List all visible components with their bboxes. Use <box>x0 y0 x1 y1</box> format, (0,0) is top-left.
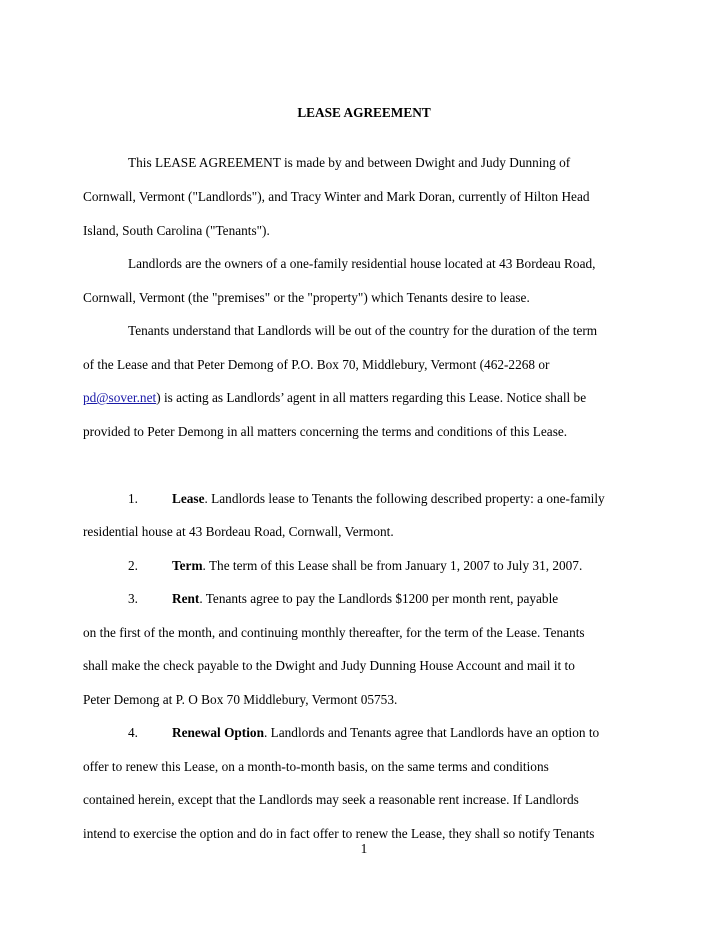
premises-line-2: Cornwall, Vermont (the "premises" or the "property") which Tenants desire to lease. <box>83 290 530 305</box>
agent-line-1: Tenants understand that Landlords will be out of the country for the duration of the term <box>128 323 598 338</box>
agent-line-3-text: ) is acting as Landlords’ agent in all matters regarding this Lease. Notice shall be <box>156 390 587 405</box>
section-4-cont-1: offer to renew this Lease, on a month-to-month basis, on the same terms and conditions <box>83 759 549 774</box>
section-1-number: 1. <box>128 491 138 506</box>
premises-line-1: Landlords are the owners of a one-family residential house located at 43 Bordeau Road, <box>128 256 596 271</box>
section-4-cont-2: contained herein, except that the Landlords may seek a reasonable rent increase. If Landlords <box>83 792 579 807</box>
intro-line-3: Island, South Carolina ("Tenants"). <box>83 223 270 238</box>
section-3-cont-1: on the first of the month, and continuing monthly thereafter, for the term of the Lease. Tenants <box>83 625 585 640</box>
agent-line-2: of the Lease and that Peter Demong of P.O. Box 70, Middlebury, Vermont (462-2268 or <box>83 357 550 372</box>
document-title: LEASE AGREEMENT <box>297 105 431 120</box>
section-3-cont-3: Peter Demong at P. O Box 70 Middlebury, Vermont 05753. <box>83 692 398 707</box>
section-4-cont-3: intend to exercise the option and do in fact offer to renew the Lease, they shall so notify Tenants <box>83 826 595 841</box>
agent-line-3 <box>83 390 586 406</box>
section-1-text: . Landlords lease to Tenants the following described property: a one-family <box>204 491 605 506</box>
section-3-number: 3. <box>128 591 138 606</box>
section-1-heading: Lease <box>172 491 205 506</box>
section-3-cont-2: shall make the check payable to the Dwight and Judy Dunning House Account and mail it to <box>83 658 575 673</box>
agent-line-4: provided to Peter Demong in all matters concerning the terms and conditions of this Lease. <box>83 424 568 439</box>
section-2-heading: Term <box>172 558 203 573</box>
section-3-text: . Tenants agree to pay the Landlords $1200 per month rent, payable <box>199 591 559 606</box>
page-number: 1 <box>360 841 368 856</box>
section-2-number: 2. <box>128 558 138 573</box>
section-1-line <box>172 491 605 507</box>
section-2-text: . The term of this Lease shall be from January 1, 2007 to July 31, 2007. <box>202 558 583 573</box>
section-2-line <box>172 558 582 574</box>
agent-email-link[interactable]: pd@sover.net <box>83 390 157 405</box>
section-3-line <box>172 591 558 607</box>
intro-line-2: Cornwall, Vermont ("Landlords"), and Tracy Winter and Mark Doran, currently of Hilton Head <box>83 189 590 204</box>
section-4-line <box>172 725 599 741</box>
section-1-cont-1: residential house at 43 Bordeau Road, Cornwall, Vermont. <box>83 524 394 539</box>
intro-line-1: This LEASE AGREEMENT is made by and between Dwight and Judy Dunning of <box>128 155 571 170</box>
section-3-heading: Rent <box>172 591 200 606</box>
section-4-heading: Renewal Option <box>172 725 264 740</box>
section-4-number: 4. <box>128 725 138 740</box>
section-4-text: . Landlords and Tenants agree that Landlords have an option to <box>263 725 600 740</box>
